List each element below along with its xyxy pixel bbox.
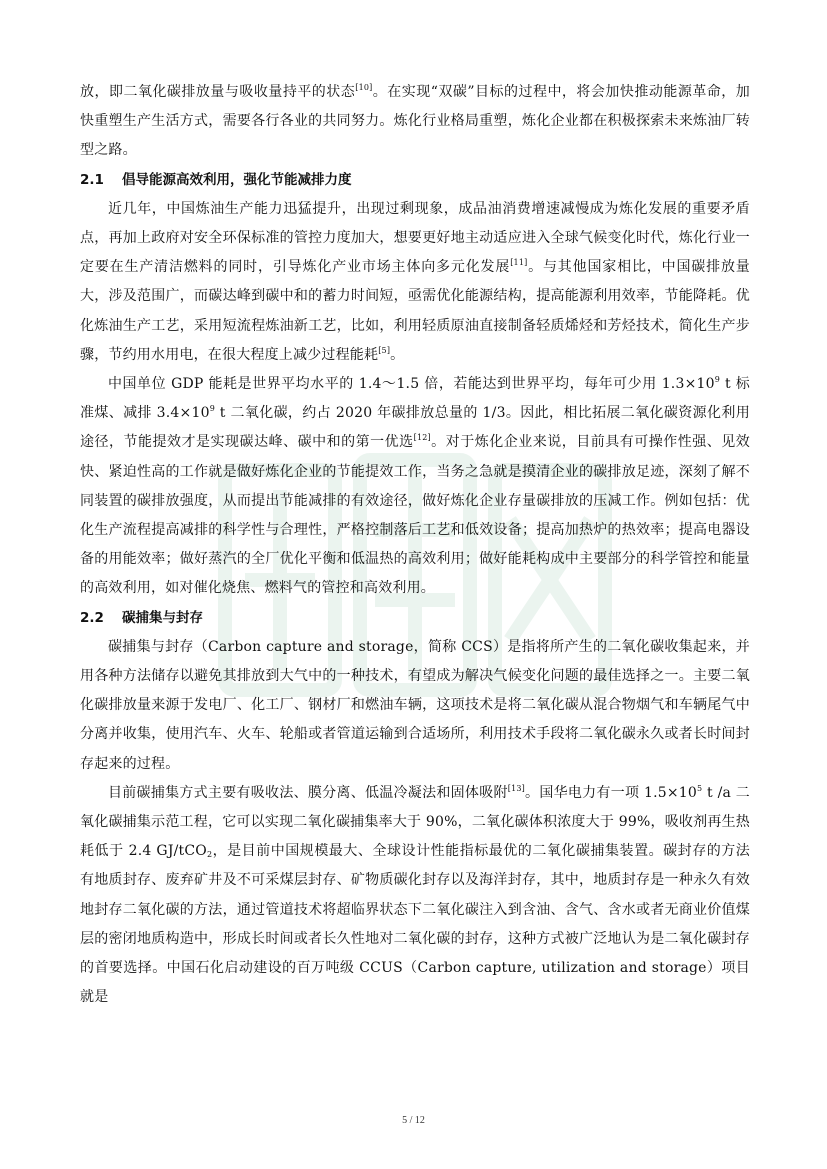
text-run: t 二氧化碳，约占 2020 年碳排放总量的 1/3。因此，相比拓展二氧化碳资源化利用途径，节能提效才是实现碳达峰、碳中和的第一优选 bbox=[80, 405, 750, 451]
text-run: 中国单位 GDP 能耗是世界平均水平的 1.4～1.5 倍，若能达到世界平均，每年可少用 1.3×10 bbox=[108, 376, 715, 393]
paragraph bbox=[80, 633, 750, 779]
text-run: 碳捕集与封存（Carbon capture and storage，简称 CCS）是指将所产生的二氧化碳收集起来，并用各种方法储存以避免其排放到大气中的一种技术，有望成为解决气候变化问题的最佳选择之一。主要二氧化碳排放量来源于发电厂、化工厂、钢材厂和燃油车辆，这项技术是将二氧化碳从混合物烟气和车辆尾气中分离并收集，使用汽车、火车、轮船或者管道运输到合适场所，利用技术手段将二氧化碳永久或者长时间封存起来的过程。 bbox=[80, 638, 750, 772]
text-run: 。与其他国家相比，中国碳排放量大，涉及范围广，而碳达峰到碳中和的蓄力时间短，亟需优化能源结构，提高能源利用效率，节能降耗。优化炼油生产工艺，采用短流程炼油新工艺，比如，利用轻质原油直接制备轻质烯烃和芳烃技术，简化生产步骤，节约用水用电，在很大程度上减少过程能耗 bbox=[80, 259, 750, 363]
section-number: 2.2 bbox=[80, 609, 104, 626]
citation: [12] bbox=[413, 433, 431, 443]
exponent: 9 bbox=[714, 375, 721, 385]
exponent: 9 bbox=[209, 404, 215, 414]
subscript: 2 bbox=[206, 850, 213, 860]
body-text bbox=[80, 78, 750, 1013]
section-title: 倡导能源高效利用，强化节能减排力度 bbox=[122, 171, 352, 188]
text-run: ，是目前中国规模最大、全球设计性能指标最优的二氧化碳捕集装置。碳封存的方法有地质封存、废弃矿井及不可采煤层封存、矿物质碳化封存以及海洋封存，其中，地质封存是一种永久有效地封存二氧化碳的方法，通过管道技术将超临界状态下二氧化碳注入到含油、含气、含水或者无商业价值煤层的密闭地质构造中，形成长时间或者长久性地对二氧化碳的封存，这种方式被广泛地认为是二氧化碳封存的首要选择。中国石化启动建设的百万吨级 CCUS（Carbon capture, utilization and storage）项目就是 bbox=[80, 843, 750, 1006]
paragraph bbox=[80, 370, 750, 604]
citation: [13] bbox=[507, 783, 525, 793]
page-number: 5 / 12 bbox=[402, 1115, 425, 1126]
text-run: 放，即二氧化碳排放量与吸收量持平的状态 bbox=[80, 84, 356, 100]
section-number: 2.1 bbox=[80, 171, 104, 188]
section-heading-2-1 bbox=[80, 166, 750, 195]
text-run: t 标准煤、减排 3.4×10 bbox=[80, 376, 750, 422]
text-run: 。对于炼化企业来说，目前具有可操作性强、见效快、紧迫性高的工作就是做好炼化企业的节能提效工作，当务之急就是摸清企业的碳排放足迹，深刻了解不同装置的碳排放强度，从而提出节能减排的有效途径，做好炼化企业存量碳排放的压减工作。例如包括：优化生产流程提高减排的科学性与合理性，严格控制落后工艺和低效设备；提高加热炉的热效率；提高电器设备的用能效率；做好蒸汽的全厂优化平衡和低温热的高效利用；做好能耗构成中主要部分的科学管控和能量的高效利用，如对催化烧焦、燃料气的管控和高效利用。 bbox=[80, 434, 750, 597]
text-run: 。国华电力有一项 1.5×10 bbox=[524, 784, 698, 801]
text-run: 目前碳捕集方式主要有吸收法、膜分离、低温冷凝法和固体吸附 bbox=[108, 784, 508, 801]
text-run: 。 bbox=[390, 346, 405, 363]
text-run: t /a 二氧化碳捕集示范工程，它可以实现二氧化碳捕集率大于 90%，二氧化碳体积浓度大于 99%，吸收剂再生热耗低于 2.4 GJ/tCO bbox=[80, 784, 750, 860]
paragraph bbox=[80, 195, 750, 370]
text-run: 。在实现“双碳”目标的过程中，将会加快推动能源革命，加快重塑生产生活方式，需要各行各业的共同努力。炼化行业格局重塑，炼化企业都在积极探索未来炼油厂转型之路。 bbox=[80, 84, 750, 159]
paragraph bbox=[80, 779, 750, 1013]
paragraph-continuation bbox=[80, 78, 750, 166]
exponent: 5 bbox=[697, 783, 703, 793]
citation: [11] bbox=[510, 258, 528, 268]
citation: [10] bbox=[355, 83, 373, 92]
text-run: 近几年，中国炼油生产能力迅猛提升，出现过剩现象，成品油消费增速减慢成为炼化发展的重要矛盾点，再加上政府对安全环保标准的管控力度加大，想要更好地主动适应进入全球气候变化时代，炼化行业一定要在生产清洁燃料的同时，引导炼化产业市场主体向多元化发展 bbox=[80, 200, 750, 276]
citation: [5] bbox=[378, 345, 391, 355]
section-title: 碳捕集与封存 bbox=[122, 609, 203, 626]
section-heading-2-2 bbox=[80, 604, 750, 633]
